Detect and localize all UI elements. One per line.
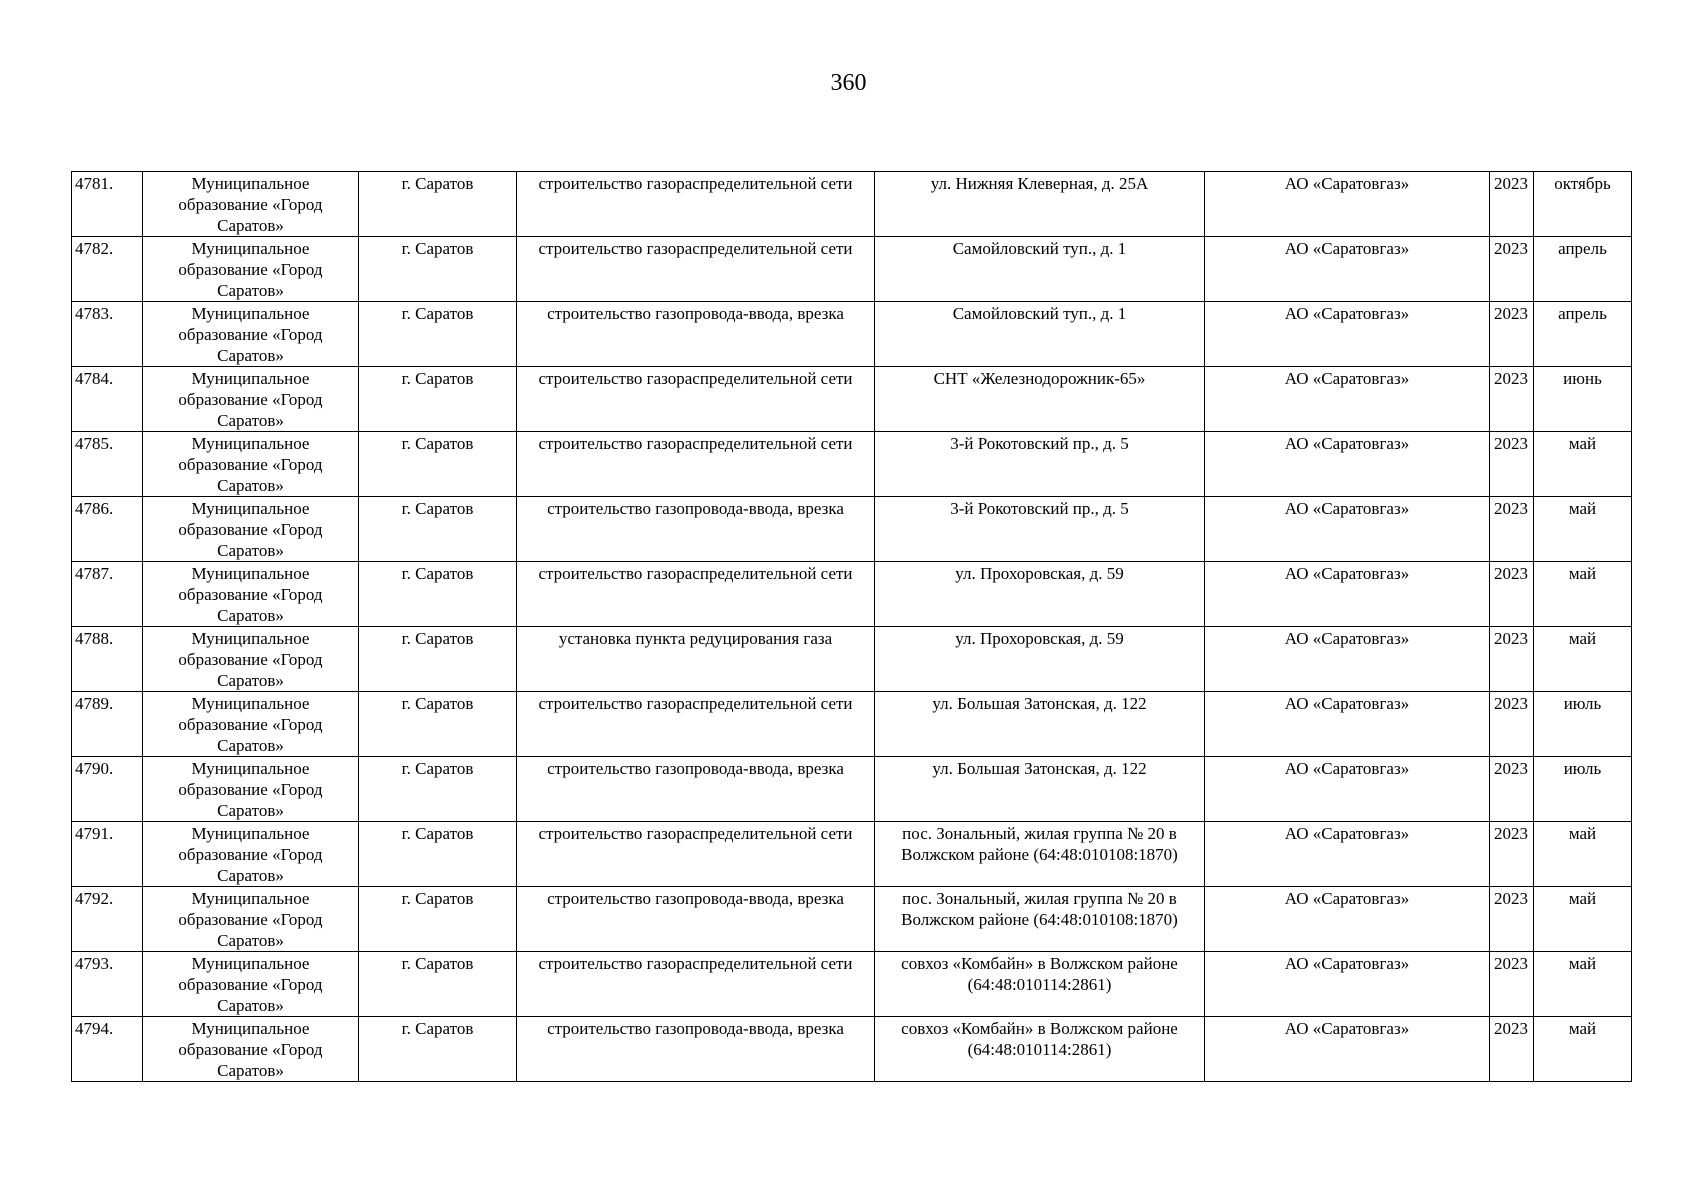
municipality-cell: Муниципальное образование «Город Саратов» [143,757,359,822]
operator-cell: АО «Саратовгаз» [1205,1017,1490,1082]
month-cell: май [1534,822,1632,887]
municipality-cell: Муниципальное образование «Город Саратов» [143,952,359,1017]
address-cell: пос. Зональный, жилая группа № 20 в Волжском районе (64:48:010108:1870) [875,822,1205,887]
address-cell: ул. Прохоровская, д. 59 [875,627,1205,692]
row-number-cell: 4785. [72,432,143,497]
municipality-cell: Муниципальное образование «Город Саратов» [143,432,359,497]
work-type-cell: строительство газораспределительной сети [517,172,875,237]
locality-cell: г. Саратов [359,887,517,952]
month-cell: май [1534,497,1632,562]
month-cell: апрель [1534,237,1632,302]
operator-cell: АО «Саратовгаз» [1205,757,1490,822]
municipality-cell: Муниципальное образование «Город Саратов» [143,887,359,952]
locality-cell: г. Саратов [359,497,517,562]
address-cell: ул. Прохоровская, д. 59 [875,562,1205,627]
year-cell: 2023 [1490,237,1534,302]
address-cell: 3-й Рокотовский пр., д. 5 [875,497,1205,562]
operator-cell: АО «Саратовгаз» [1205,822,1490,887]
address-cell: ул. Нижняя Клеверная, д. 25А [875,172,1205,237]
locality-cell: г. Саратов [359,1017,517,1082]
municipality-cell: Муниципальное образование «Город Саратов» [143,822,359,887]
address-cell: Самойловский туп., д. 1 [875,237,1205,302]
operator-cell: АО «Саратовгаз» [1205,497,1490,562]
year-cell: 2023 [1490,757,1534,822]
year-cell: 2023 [1490,367,1534,432]
year-cell: 2023 [1490,172,1534,237]
row-number-cell: 4783. [72,302,143,367]
table-row [72,757,1632,822]
table-row [72,887,1632,952]
locality-cell: г. Саратов [359,952,517,1017]
locality-cell: г. Саратов [359,692,517,757]
operator-cell: АО «Саратовгаз» [1205,952,1490,1017]
year-cell: 2023 [1490,432,1534,497]
year-cell: 2023 [1490,302,1534,367]
row-number-cell: 4781. [72,172,143,237]
locality-cell: г. Саратов [359,367,517,432]
gasification-table [71,171,1632,1082]
municipality-cell: Муниципальное образование «Город Саратов» [143,627,359,692]
year-cell: 2023 [1490,497,1534,562]
operator-cell: АО «Саратовгаз» [1205,367,1490,432]
operator-cell: АО «Саратовгаз» [1205,627,1490,692]
locality-cell: г. Саратов [359,562,517,627]
month-cell: май [1534,627,1632,692]
table-row [72,562,1632,627]
table-row [72,627,1632,692]
row-number-cell: 4789. [72,692,143,757]
month-cell: апрель [1534,302,1632,367]
row-number-cell: 4787. [72,562,143,627]
locality-cell: г. Саратов [359,237,517,302]
operator-cell: АО «Саратовгаз» [1205,172,1490,237]
address-cell: 3-й Рокотовский пр., д. 5 [875,432,1205,497]
table-row [72,497,1632,562]
month-cell: июнь [1534,367,1632,432]
locality-cell: г. Саратов [359,627,517,692]
work-type-cell: строительство газопровода-ввода, врезка [517,302,875,367]
table-row [72,1017,1632,1082]
table-row [72,367,1632,432]
work-type-cell: строительство газопровода-ввода, врезка [517,497,875,562]
address-cell: совхоз «Комбайн» в Волжском районе (64:48:010114:2861) [875,1017,1205,1082]
month-cell: май [1534,1017,1632,1082]
row-number-cell: 4782. [72,237,143,302]
locality-cell: г. Саратов [359,432,517,497]
row-number-cell: 4784. [72,367,143,432]
month-cell: октябрь [1534,172,1632,237]
month-cell: май [1534,887,1632,952]
address-cell: совхоз «Комбайн» в Волжском районе (64:48:010114:2861) [875,952,1205,1017]
row-number-cell: 4788. [72,627,143,692]
year-cell: 2023 [1490,627,1534,692]
table-row [72,952,1632,1017]
month-cell: май [1534,562,1632,627]
row-number-cell: 4791. [72,822,143,887]
row-number-cell: 4794. [72,1017,143,1082]
address-cell: ул. Большая Затонская, д. 122 [875,757,1205,822]
work-type-cell: строительство газопровода-ввода, врезка [517,887,875,952]
year-cell: 2023 [1490,562,1534,627]
year-cell: 2023 [1490,692,1534,757]
operator-cell: АО «Саратовгаз» [1205,562,1490,627]
address-cell: ул. Большая Затонская, д. 122 [875,692,1205,757]
locality-cell: г. Саратов [359,172,517,237]
address-cell: СНТ «Железнодорожник-65» [875,367,1205,432]
work-type-cell: строительство газораспределительной сети [517,237,875,302]
operator-cell: АО «Саратовгаз» [1205,887,1490,952]
municipality-cell: Муниципальное образование «Город Саратов» [143,562,359,627]
work-type-cell: строительство газораспределительной сети [517,562,875,627]
month-cell: май [1534,432,1632,497]
operator-cell: АО «Саратовгаз» [1205,432,1490,497]
work-type-cell: строительство газораспределительной сети [517,952,875,1017]
municipality-cell: Муниципальное образование «Город Саратов» [143,302,359,367]
row-number-cell: 4792. [72,887,143,952]
address-cell: пос. Зональный, жилая группа № 20 в Волжском районе (64:48:010108:1870) [875,887,1205,952]
operator-cell: АО «Саратовгаз» [1205,302,1490,367]
table-row [72,822,1632,887]
municipality-cell: Муниципальное образование «Город Саратов» [143,692,359,757]
year-cell: 2023 [1490,1017,1534,1082]
table-row [72,237,1632,302]
work-type-cell: строительство газораспределительной сети [517,692,875,757]
work-type-cell: строительство газораспределительной сети [517,367,875,432]
municipality-cell: Муниципальное образование «Город Саратов» [143,1017,359,1082]
year-cell: 2023 [1490,887,1534,952]
work-type-cell: строительство газопровода-ввода, врезка [517,1017,875,1082]
work-type-cell: установка пункта редуцирования газа [517,627,875,692]
row-number-cell: 4793. [72,952,143,1017]
table-row [72,692,1632,757]
table-row [72,172,1632,237]
table-row [72,302,1632,367]
operator-cell: АО «Саратовгаз» [1205,692,1490,757]
row-number-cell: 4786. [72,497,143,562]
work-type-cell: строительство газопровода-ввода, врезка [517,757,875,822]
month-cell: июль [1534,757,1632,822]
locality-cell: г. Саратов [359,302,517,367]
table-row [72,432,1632,497]
address-cell: Самойловский туп., д. 1 [875,302,1205,367]
locality-cell: г. Саратов [359,822,517,887]
month-cell: июль [1534,692,1632,757]
work-type-cell: строительство газораспределительной сети [517,432,875,497]
operator-cell: АО «Саратовгаз» [1205,237,1490,302]
municipality-cell: Муниципальное образование «Город Саратов» [143,172,359,237]
page-number: 360 [830,70,867,96]
locality-cell: г. Саратов [359,757,517,822]
month-cell: май [1534,952,1632,1017]
municipality-cell: Муниципальное образование «Город Саратов» [143,237,359,302]
year-cell: 2023 [1490,952,1534,1017]
municipality-cell: Муниципальное образование «Город Саратов» [143,367,359,432]
table-body [72,172,1632,1082]
row-number-cell: 4790. [72,757,143,822]
year-cell: 2023 [1490,822,1534,887]
work-type-cell: строительство газораспределительной сети [517,822,875,887]
municipality-cell: Муниципальное образование «Город Саратов» [143,497,359,562]
